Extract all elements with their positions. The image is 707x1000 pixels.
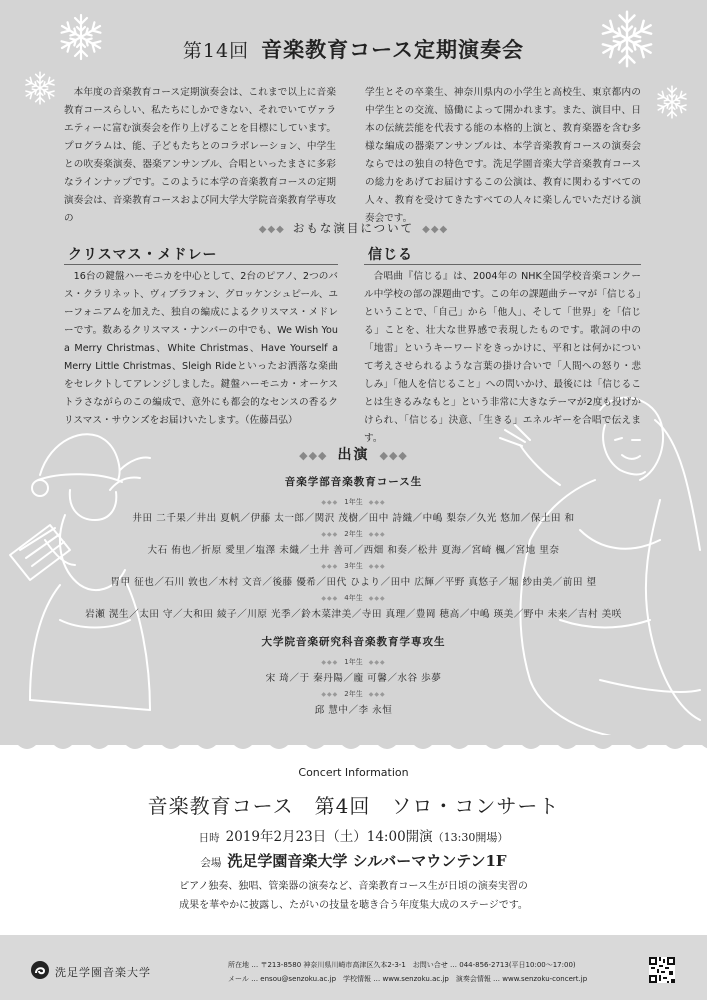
divider	[364, 264, 641, 265]
concert-date	[0, 825, 707, 845]
program-heading-text: おもな演目について	[292, 221, 415, 235]
year-label-text: 1年生	[344, 498, 363, 506]
venue-value: 洗足学園音楽大学 シルバーマウンテン1F	[227, 852, 507, 870]
names-list: 井田 二千果／井出 夏帆／伊藤 太一郎／関沢 茂樹／田中 詩織／中嶋 梨奈／久光 悠加／保土田 和	[132, 513, 575, 524]
group-name-graduate: 大学院音楽研究科音楽教育学専攻生	[261, 636, 446, 648]
names-list: 胃甲 征也／石川 敦也／木村 文音／後藤 優希／田代 ひより／田中 広輝／平野 真悠子／堀 紗由美／前田 望	[110, 577, 597, 588]
year-label-text: 1年生	[344, 658, 363, 666]
intro-left	[64, 84, 336, 228]
intro-right	[365, 84, 641, 228]
wave-divider	[0, 735, 707, 755]
program-text-1-body: 16台の鍵盤ハーモニカを中心として、2台のピアノ、2つのバス・クラリネット、ヴィブラフォン、グロッケンシュピール、ユーフォニアムを加えた、独自の編成によるクリスマス・メドレーです。数あるクリスマス・ナンバーの中でも、We Wish You a Merry Christmas、White Christmas、Have Yourself a Merry Little Christmas、Sleigh Rideといったお洒落な楽曲をセレクトしてアレンジしました。鍵盤ハーモニカ・オーケストラさながらのこの編成で、意外にも都会的なセンスの香るクリスマス・サウンズをお届けいたします。（佐藤昌弘）	[64, 271, 338, 426]
footer-line1: 所在地 … 〒213-8580 神奈川県川崎市高津区久本2-3-1 お問い合せ … 044-856-2713(平日10:00～17:00)	[228, 961, 576, 969]
concert-desc-line2: 成果を華やかに披露し、たがいの技量を聴き合う年度集大成のステージです。	[179, 900, 528, 911]
year-label-text: 4年生	[344, 594, 363, 602]
date-value: 2019年2月23日（土）14:00開演	[225, 829, 433, 845]
program-text-1	[64, 268, 338, 430]
group-name-undergrad: 音楽学部音楽教育コース生	[284, 476, 423, 488]
diamond-ornament-icon: ◆◆◆	[379, 449, 408, 462]
names-list: 宋 琦／于 秦丹陽／龐 可馨／水谷 歩夢	[265, 673, 442, 684]
program-text-2-body: 合唱曲『信じる』は、2004年の NHK全国学校音楽コンクール中学校の部の課題曲です。この年の課題曲テーマが「信じる」ということで、「自己」から「他人」、そして「世界」を「信じる」ことを、壮大な世界感で表現したものです。歌詞の中の「地雷」というキーワードをきっかけに、平和とは何かについて考えさせられるような言葉の掛け合いで「人間への怒り・悲しみ」「他人を信じること」への問いかけ、最後には「信じることは生きるみなもと」という非常に大きなテーマが2度も投げかけられ、「信じる」決意、「生きる」エネルギーを合唱で伝えます。	[364, 271, 641, 444]
year-label-text: 2年生	[344, 530, 363, 538]
footer-line2: メール … ensou@senzoku.ac.jp 学校情報 … www.senzoku.ac.jp 演奏会情報 … www.senzoku-concert.jp	[228, 975, 588, 983]
program-title-2: 信じる	[368, 247, 413, 263]
venue-key: 会場	[200, 857, 222, 869]
performers-heading-text: 出演	[337, 447, 370, 463]
program-text-2	[364, 268, 641, 448]
year-label-text: 3年生	[344, 562, 363, 570]
divider	[64, 264, 338, 265]
snowflake-icon	[654, 84, 690, 120]
diamond-ornament-icon: ◆◆◆	[299, 449, 328, 462]
program-heading	[0, 220, 707, 236]
year-label: ◆◆◆ 2年生 ◆◆◆	[321, 530, 386, 538]
intro-left-text: 本年度の音楽教育コース定期演奏会は、これまで以上に音楽教育コースらしい、私たちにしかできない、それでいてヴァラエティーに富む演奏会を作り上げることを目標にしています。プログラムは、能、子どもたちとのコラボレーション、中学生との吹奏楽演奏、器楽アンサンブル、合唱といったまさに多彩なラインナップです。このように本学の音楽教育コースの定期演奏会は、音楽教育コースおよび同大学大学院音楽教育学専攻の	[64, 87, 336, 224]
concert-venue	[0, 850, 707, 871]
date-open: （13:30開場）	[432, 831, 509, 844]
names-list: 邱 慧中／李 永恒	[314, 705, 393, 716]
year-label: ◆◆◆ 3年生 ◆◆◆	[321, 562, 386, 570]
performers-heading	[0, 444, 707, 464]
event-name: 音楽教育コース定期演奏会	[261, 37, 525, 62]
concert-title: 音楽教育コース 第4回 ソロ・コンサート	[147, 794, 560, 818]
qr-code-icon	[649, 957, 675, 983]
year-label: ◆◆◆ 2年生 ◆◆◆	[321, 690, 386, 698]
year-label-text: 2年生	[344, 690, 363, 698]
year-label: ◆◆◆ 4年生 ◆◆◆	[321, 594, 386, 602]
concert-desc-line1: ピアノ独奏、独唱、管楽器の演奏など、音楽教育コース生が日頃の演奏実習の	[179, 881, 528, 892]
event-number: 第14回	[182, 40, 250, 62]
concert-info-label: Concert Information	[298, 766, 409, 779]
year-label: ◆◆◆ 1年生 ◆◆◆	[321, 498, 386, 506]
diamond-ornament-icon: ◆◆◆	[258, 224, 285, 235]
names-list: 大石 侑也／折原 愛里／塩澤 未織／土井 善可／西畑 和奏／松井 夏海／宮崎 楓／宮地 里奈	[147, 545, 560, 556]
intro-right-text: 学生とその卒業生、神奈川県内の小学生と高校生、東京都内の中学生との交流、協働によって開かれます。また、演目中、日本の伝統芸能を代表する能の本格的上演と、教育楽器を含む多様な編成の器楽アンサンブルは、本学音楽教育コースの演奏会ならではの独自の特色です。洗足学園音楽大学音楽教育コースの総力をあげてお届けするこの公演は、教育に関わるすべての人々、教育を受けてきたすべての人々に楽しんでいただける演奏会です。	[365, 87, 641, 224]
year-label: ◆◆◆ 1年生 ◆◆◆	[321, 658, 386, 666]
date-key: 日時	[198, 832, 220, 844]
school-logo-icon	[30, 960, 50, 980]
school-name: 洗足学園音楽大学	[55, 966, 151, 979]
diamond-ornament-icon: ◆◆◆	[422, 224, 449, 235]
event-title	[0, 34, 707, 64]
program-title-1: クリスマス・メドレー	[68, 247, 218, 263]
names-list: 岩瀬 滉生／太田 守／大和田 綾子／川原 光季／鈴木菜津美／寺田 真理／豊岡 穂高／中嶋 瑛美／野中 未来／吉村 美咲	[85, 609, 622, 620]
footer	[0, 935, 707, 1000]
snowflake-icon	[22, 70, 58, 106]
